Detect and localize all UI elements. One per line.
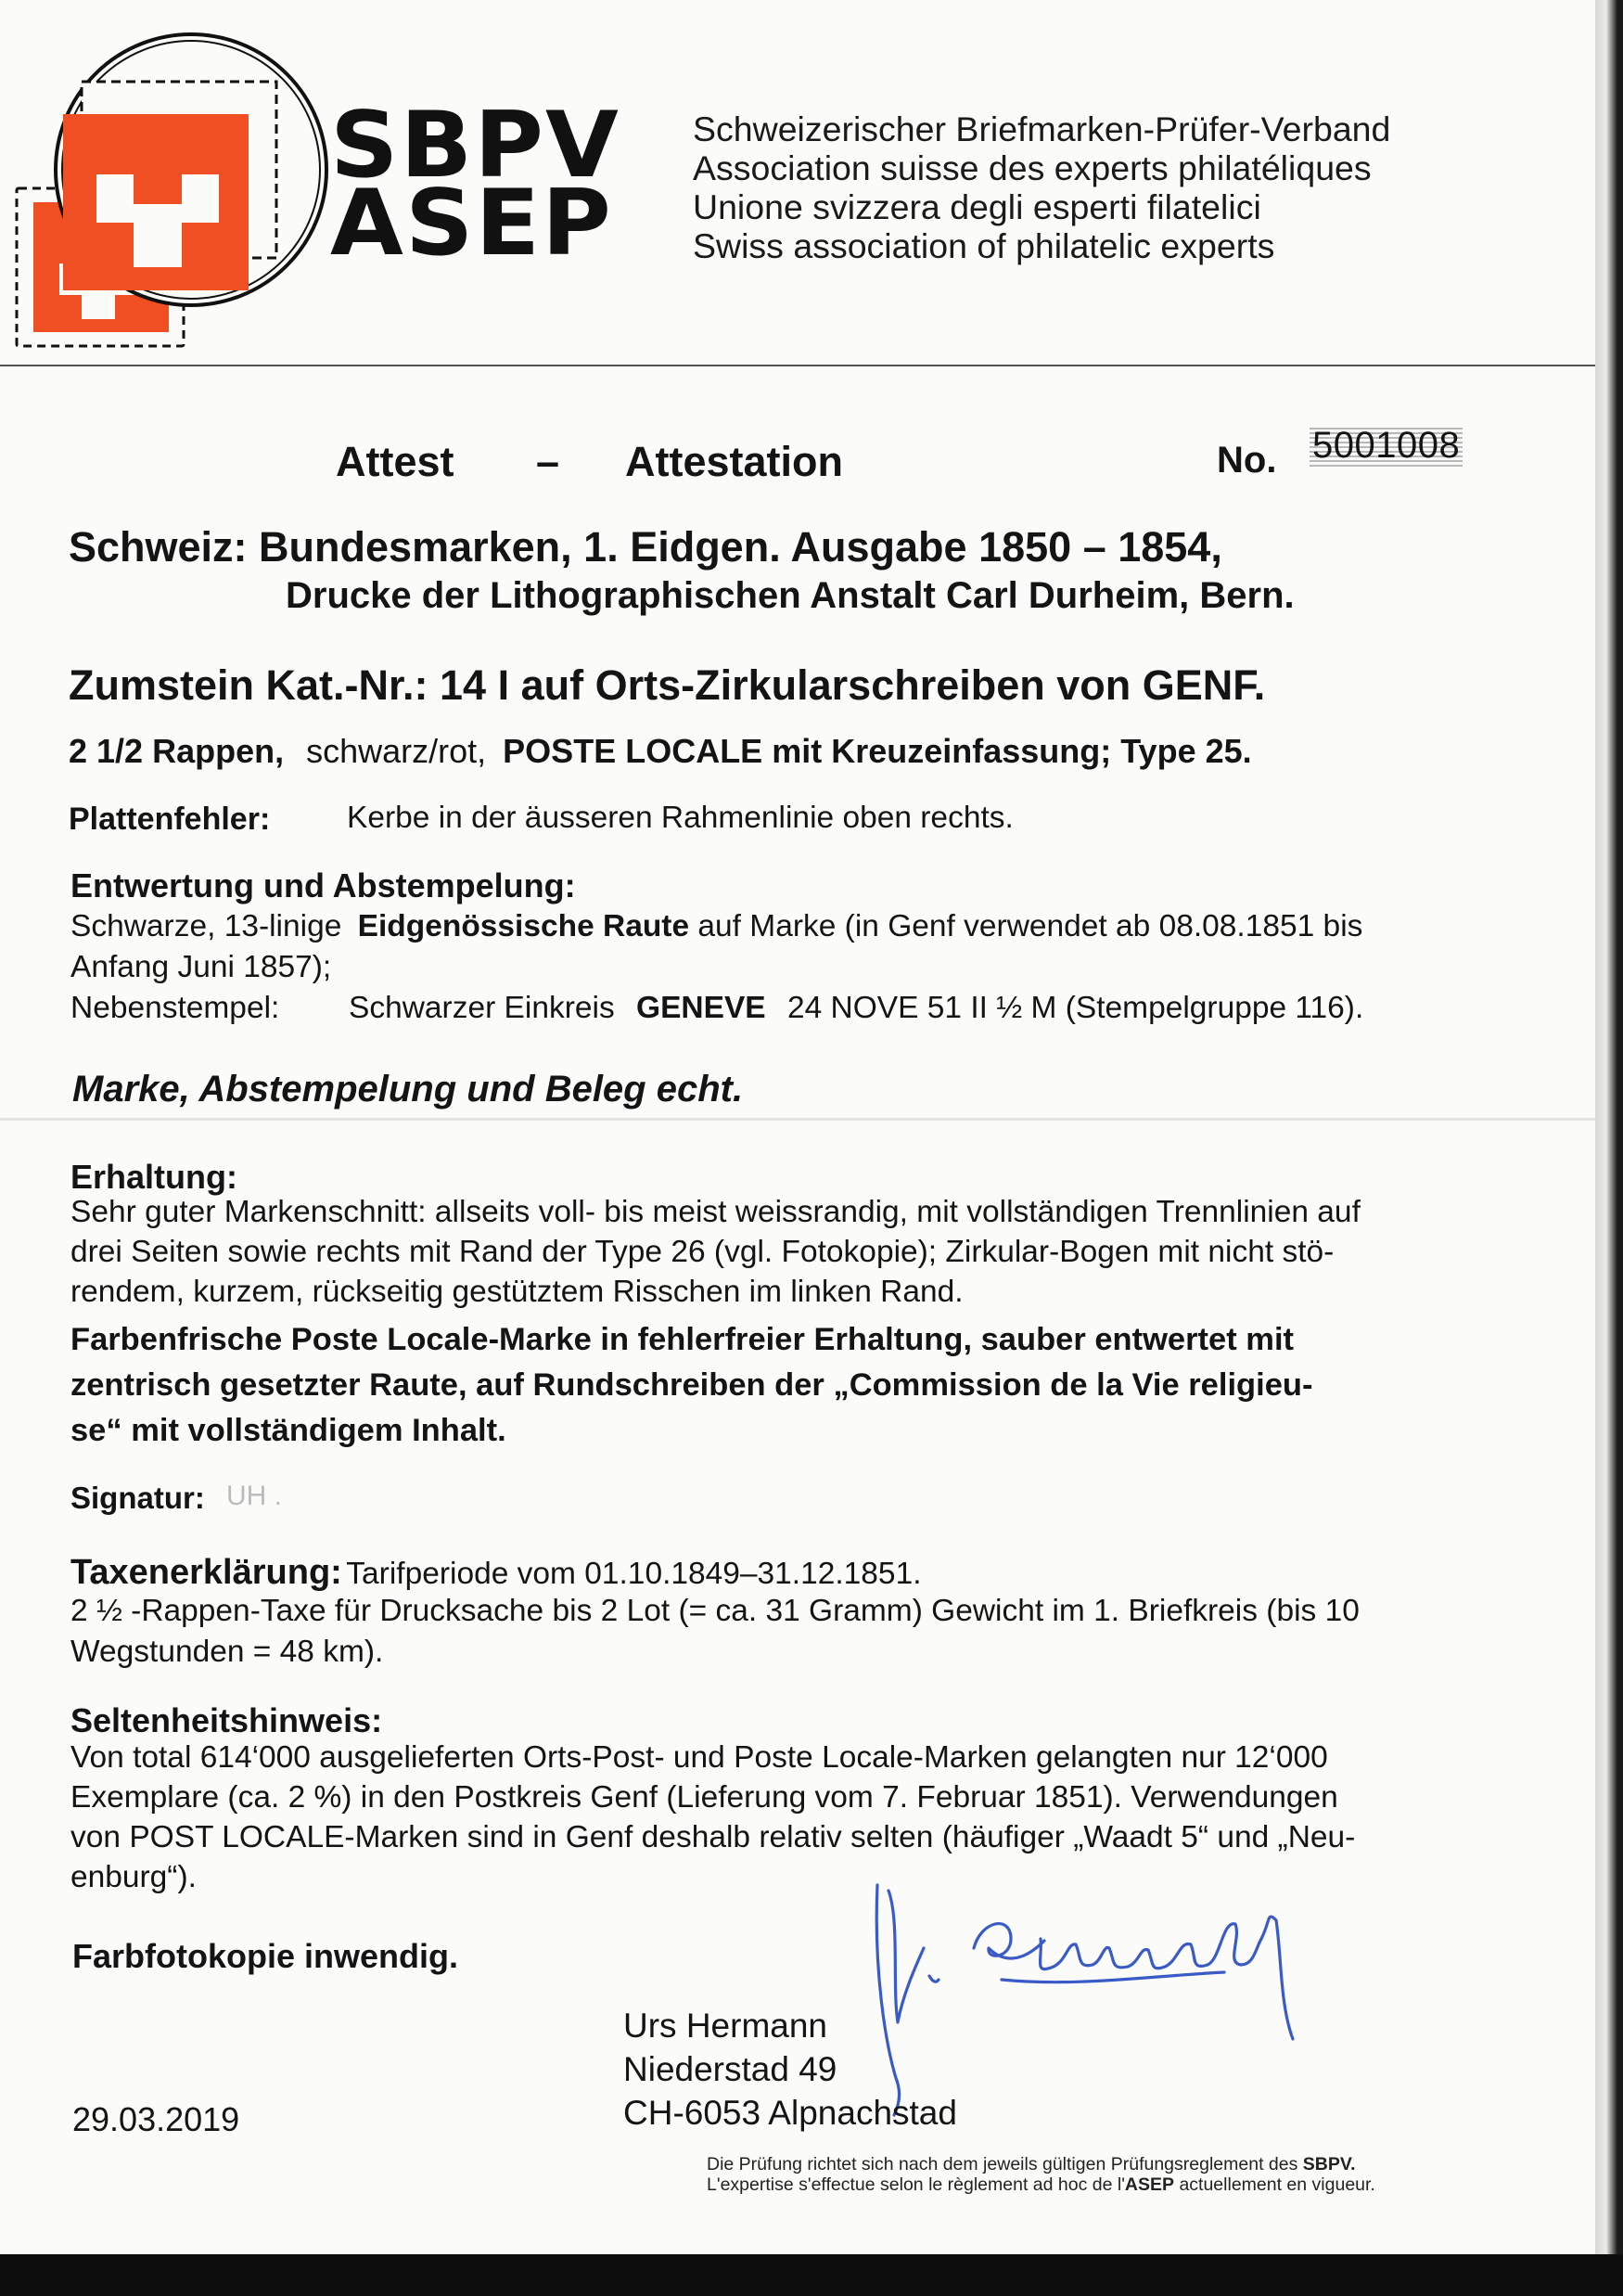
tax-label: Taxenerklärung: bbox=[70, 1553, 342, 1592]
cancellation-line-1 bbox=[70, 909, 1362, 944]
side-stamp-text bbox=[349, 991, 1363, 1026]
verdict: Marke, Abstempelung und Beleg echt. bbox=[72, 1069, 744, 1110]
assoc-german: Schweizerischer Briefmarken-Prüfer-Verband bbox=[693, 109, 1391, 148]
subject-line-2: Drucke der Lithographischen Anstalt Carl Durheim, Bern. bbox=[286, 575, 1295, 616]
side-stamp-c: 24 NOVE 51 II ½ M (Stempelgruppe 116). bbox=[786, 991, 1364, 1025]
expert-name: Urs Hermann bbox=[623, 2007, 827, 2045]
catalog-line: Zumstein Kat.-Nr.: 14 I auf Orts-Zirkularschreiben von GENF. bbox=[69, 661, 1266, 709]
stamp-color: schwarz/rot, bbox=[306, 732, 487, 770]
side-stamp-label: Nebenstempel: bbox=[70, 991, 280, 1025]
header-divider bbox=[0, 365, 1603, 366]
footer-sbpv: SBPV. bbox=[1302, 2154, 1356, 2174]
scan-bottom-edge bbox=[0, 2254, 1623, 2296]
title-dash: – bbox=[536, 438, 560, 485]
title-attest: Attest bbox=[336, 438, 454, 485]
cancellation-line-2: Anfang Juni 1857); bbox=[70, 950, 332, 984]
cancellation-heading: Entwertung und Abstempelung: bbox=[70, 866, 576, 904]
assoc-italian: Unione svizzera degli esperti filatelici bbox=[693, 187, 1261, 226]
footer-line-1 bbox=[707, 2154, 1356, 2175]
condition-line-3: rendem, kurzem, rückseitig gestütztem Risschen im linken Rand. bbox=[70, 1275, 964, 1309]
cancellation-type: Eidgenössische Raute bbox=[357, 909, 690, 943]
cancellation-text-a: Schwarze, 13-linige bbox=[70, 909, 342, 943]
association-names bbox=[693, 109, 1390, 265]
stamp-value-line bbox=[69, 732, 1252, 771]
paper-fold-line bbox=[0, 1118, 1603, 1121]
certificate-date: 29.03.2019 bbox=[72, 2100, 240, 2138]
tax-period: Tarifperiode vom 01.10.1849–31.12.1851. bbox=[346, 1557, 922, 1591]
tax-line-3: Wegstunden = 48 km). bbox=[70, 1635, 384, 1669]
photocopy-note: Farbfotokopie inwendig. bbox=[72, 1937, 458, 1975]
tax-line-1 bbox=[70, 1553, 922, 1593]
plate-error-label: Plattenfehler: bbox=[69, 802, 271, 837]
rarity-line-2: Exemplare (ca. 2 %) in den Postkreis Genf (Lieferung vom 7. Februar 1851). Verwendungen bbox=[70, 1780, 1338, 1815]
condition-summary-1: Farbenfrische Poste Locale-Marke in fehlerfreier Erhaltung, sauber entwertet mit bbox=[70, 1322, 1295, 1357]
rarity-line-4: enburg“). bbox=[70, 1860, 197, 1894]
condition-summary-3: se“ mit vollständigem Inhalt. bbox=[70, 1413, 506, 1448]
side-stamp-town: GENEVE bbox=[636, 991, 766, 1025]
certificate-number: 5001008 bbox=[1310, 425, 1463, 467]
sbpv-logo-icon bbox=[7, 17, 332, 355]
signatur-label: Signatur: bbox=[70, 1481, 205, 1515]
certificate-no-label: No. bbox=[1217, 440, 1277, 481]
stamp-description: POSTE LOCALE mit Kreuzeinfassung; Type 25. bbox=[503, 732, 1252, 770]
condition-line-2: drei Seiten sowie rechts mit Rand der Type 26 (vgl. Fotokopie); Zirkular-Bogen mit nicht stö- bbox=[70, 1235, 1335, 1269]
condition-summary-2: zentrisch gesetzter Raute, auf Rundschreiben der „Commission de la Vie religieu- bbox=[70, 1367, 1313, 1403]
subject-line-1: Schweiz: Bundesmarken, 1. Eidgen. Ausgabe 1850 – 1854, bbox=[69, 523, 1222, 571]
brand-logotype bbox=[330, 93, 620, 276]
stamp-value: 2 1/2 Rappen, bbox=[69, 732, 285, 770]
footer-line-2-end: actuellement en vigueur. bbox=[1179, 2174, 1375, 2195]
rarity-heading: Seltenheitshinweis: bbox=[70, 1701, 383, 1739]
cancellation-text-c: auf Marke (in Genf verwendet ab 08.08.1851 bis bbox=[697, 909, 1363, 943]
footer-line-2 bbox=[707, 2174, 1375, 2196]
expert-city: CH-6053 Alpnachstad bbox=[623, 2094, 957, 2132]
assoc-english: Swiss association of philatelic experts bbox=[693, 226, 1275, 265]
side-stamp-a: Schwarzer Einkreis bbox=[349, 991, 615, 1025]
brand-asep: ASEP bbox=[330, 171, 613, 276]
expert-address bbox=[623, 2004, 957, 2135]
expert-street: Niederstad 49 bbox=[623, 2050, 837, 2088]
assoc-french: Association suisse des experts philatéliques bbox=[693, 148, 1372, 187]
footer-line-1-text: Die Prüfung richtet sich nach dem jeweils gültigen Prüfungsreglement des bbox=[707, 2154, 1298, 2174]
scan-right-edge bbox=[1595, 0, 1623, 2296]
rarity-line-3: von POST LOCALE-Marken sind in Genf deshalb relativ selten (häufiger „Waadt 5“ und „Neu- bbox=[70, 1820, 1356, 1854]
tax-line-2: 2 ½ -Rappen-Taxe für Drucksache bis 2 Lot (= ca. 31 Gramm) Gewicht im 1. Briefkreis (bis 10 bbox=[70, 1594, 1360, 1628]
rarity-line-1: Von total 614‘000 ausgelieferten Orts-Post- und Poste Locale-Marken gelangten nur 12‘000 bbox=[70, 1740, 1328, 1775]
title-attestation: Attestation bbox=[625, 438, 843, 485]
brand-sbpv: SBPV bbox=[330, 93, 620, 199]
condition-line-1: Sehr guter Markenschnitt: allseits voll- bis meist weissrandig, mit vollständigen Trennlinien auf bbox=[70, 1195, 1361, 1229]
footer-line-2-text: L'expertise s'effectue selon le règlement ad hoc de l' bbox=[707, 2174, 1125, 2195]
condition-heading: Erhaltung: bbox=[70, 1158, 237, 1196]
plate-error-text: Kerbe in der äusseren Rahmenlinie oben rechts. bbox=[347, 801, 1014, 835]
footer-asep: ASEP bbox=[1124, 2174, 1175, 2195]
signatur-value: UH . bbox=[226, 1481, 282, 1511]
